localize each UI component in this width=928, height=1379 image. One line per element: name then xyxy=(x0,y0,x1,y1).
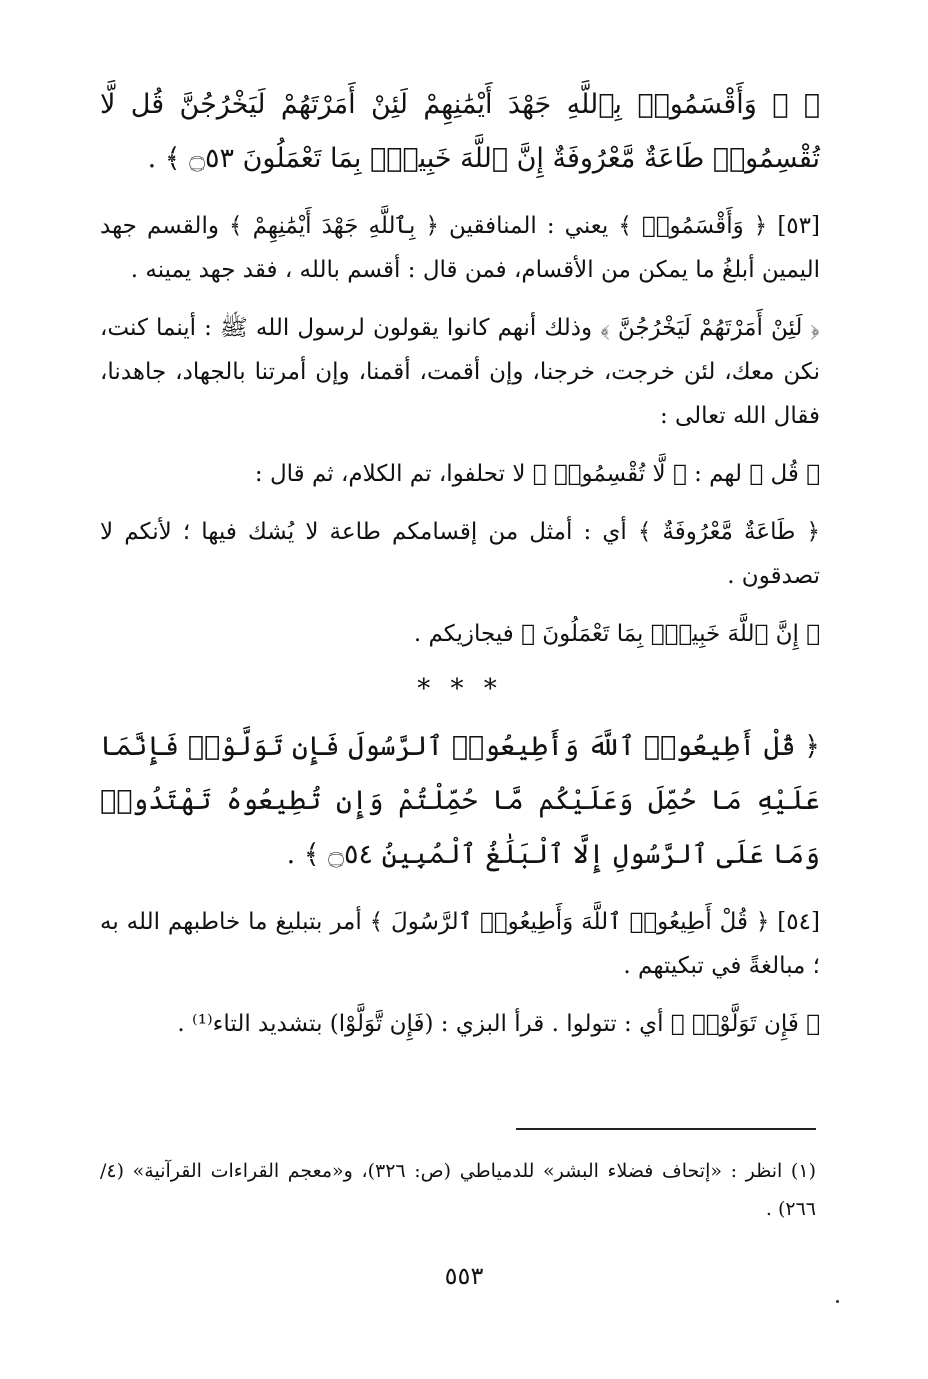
scan-speck xyxy=(836,1300,839,1303)
page-body xyxy=(100,78,820,1060)
commentary-paragraph: ﴿ لَئِنْ أَمَرْتَهُمْ لَيَخْرُجُنَّ ﴾ وذلك أنهم كانوا يقولون لرسول الله ﷺ : أينما كنت، نكن معك، لئن خرجت، خرجنا، وإن أقمت، أقمنا، وإن أمرتنا بالجهاد، جاهدنا، فقال الله تعالى : xyxy=(100,315,820,429)
commentary-paragraph: [٥٣] ﴿ وَأَقْسَمُوا۟ ﴾ يعني : المنافقين ﴿ بِٱللَّهِ جَهْدَ أَيْمَٰنِهِمْ ﴾ والقسم جهد اليمين أبلغُ ما يمكن من الأقسام، فمن قال : أقسم بالله ، فقد جهد يمينه . xyxy=(100,213,820,283)
footnote-divider xyxy=(516,1128,816,1130)
commentary-paragraph: ﴿ طَاعَةٌ مَّعْرُوفَةٌ ﴾ أي : أمثل من إقسامكم طاعة لا يُشك فيها ؛ لأنكم لا تصدقون . xyxy=(100,519,820,589)
footnote: (١) انظر : «إتحاف فضلاء البشر» للدمياطي (ص: ٣٢٦)، و«معجم القراءات القرآنية» (٤/ ٢٦٦) . xyxy=(100,1160,816,1220)
quran-verse-54: ﴿ قُلْ أَطِيعُوا۟ ٱللَّهَ وَأَطِيعُوا۟ ٱلرَّسُولَ فَإِن تَوَلَّوْا۟ فَإِنَّمَا عَلَيْهِ مَا حُمِّلَ وَعَلَيْكُم مَّا حُمِّلْتُمْ وَإِن تُطِيعُوهُ تَهْتَدُوا۟ وَمَا عَلَى ٱلرَّسُولِ إِلَّا ٱلْبَلَٰغُ ٱلْمُبِينُ ۝٥٤ ﴾ . xyxy=(100,731,820,870)
quran-verse-53: ﴿ ۞ وَأَقْسَمُوا۟ بِٱللَّهِ جَهْدَ أَيْمَٰنِهِمْ لَئِنْ أَمَرْتَهُمْ لَيَخْرُجُنَّ قُل لَّا تُقْسِمُوا۟ طَاعَةٌ مَّعْرُوفَةٌ إِنَّ ٱللَّهَ خَبِيرٌۢ بِمَا تَعْمَلُونَ ۝٥٣ ﴾ . xyxy=(100,89,820,174)
commentary-paragraph: ﴿ قُل ﴾ لهم : ﴿ لَّا تُقْسِمُوا۟ ﴾ لا تحلفوا، تم الكلام، ثم قال : xyxy=(254,461,820,487)
page-number: ٥٥٣ xyxy=(444,1262,484,1290)
commentary-paragraph: [٥٤] ﴿ قُلْ أَطِيعُوا۟ ٱللَّهَ وَأَطِيعُوا۟ ٱلرَّسُولَ ﴾ أمر بتبليغ ما خاطبهم الله به ؛ مبالغةً في تبكيتهم . xyxy=(100,909,820,979)
commentary-paragraph: ﴿ فَإِن تَوَلَّوْا۟ ﴾ أي : تتولوا . قرأ البزي : (فَإِن تَّوَلَّوْا) بتشديد التاء⁽¹⁾ . xyxy=(177,1011,820,1037)
commentary-paragraph: ﴿ إِنَّ ٱللَّهَ خَبِيرٌۢ بِمَا تَعْمَلُونَ ﴾ فيجازيكم . xyxy=(413,621,820,647)
section-separator: * * * xyxy=(417,674,503,704)
